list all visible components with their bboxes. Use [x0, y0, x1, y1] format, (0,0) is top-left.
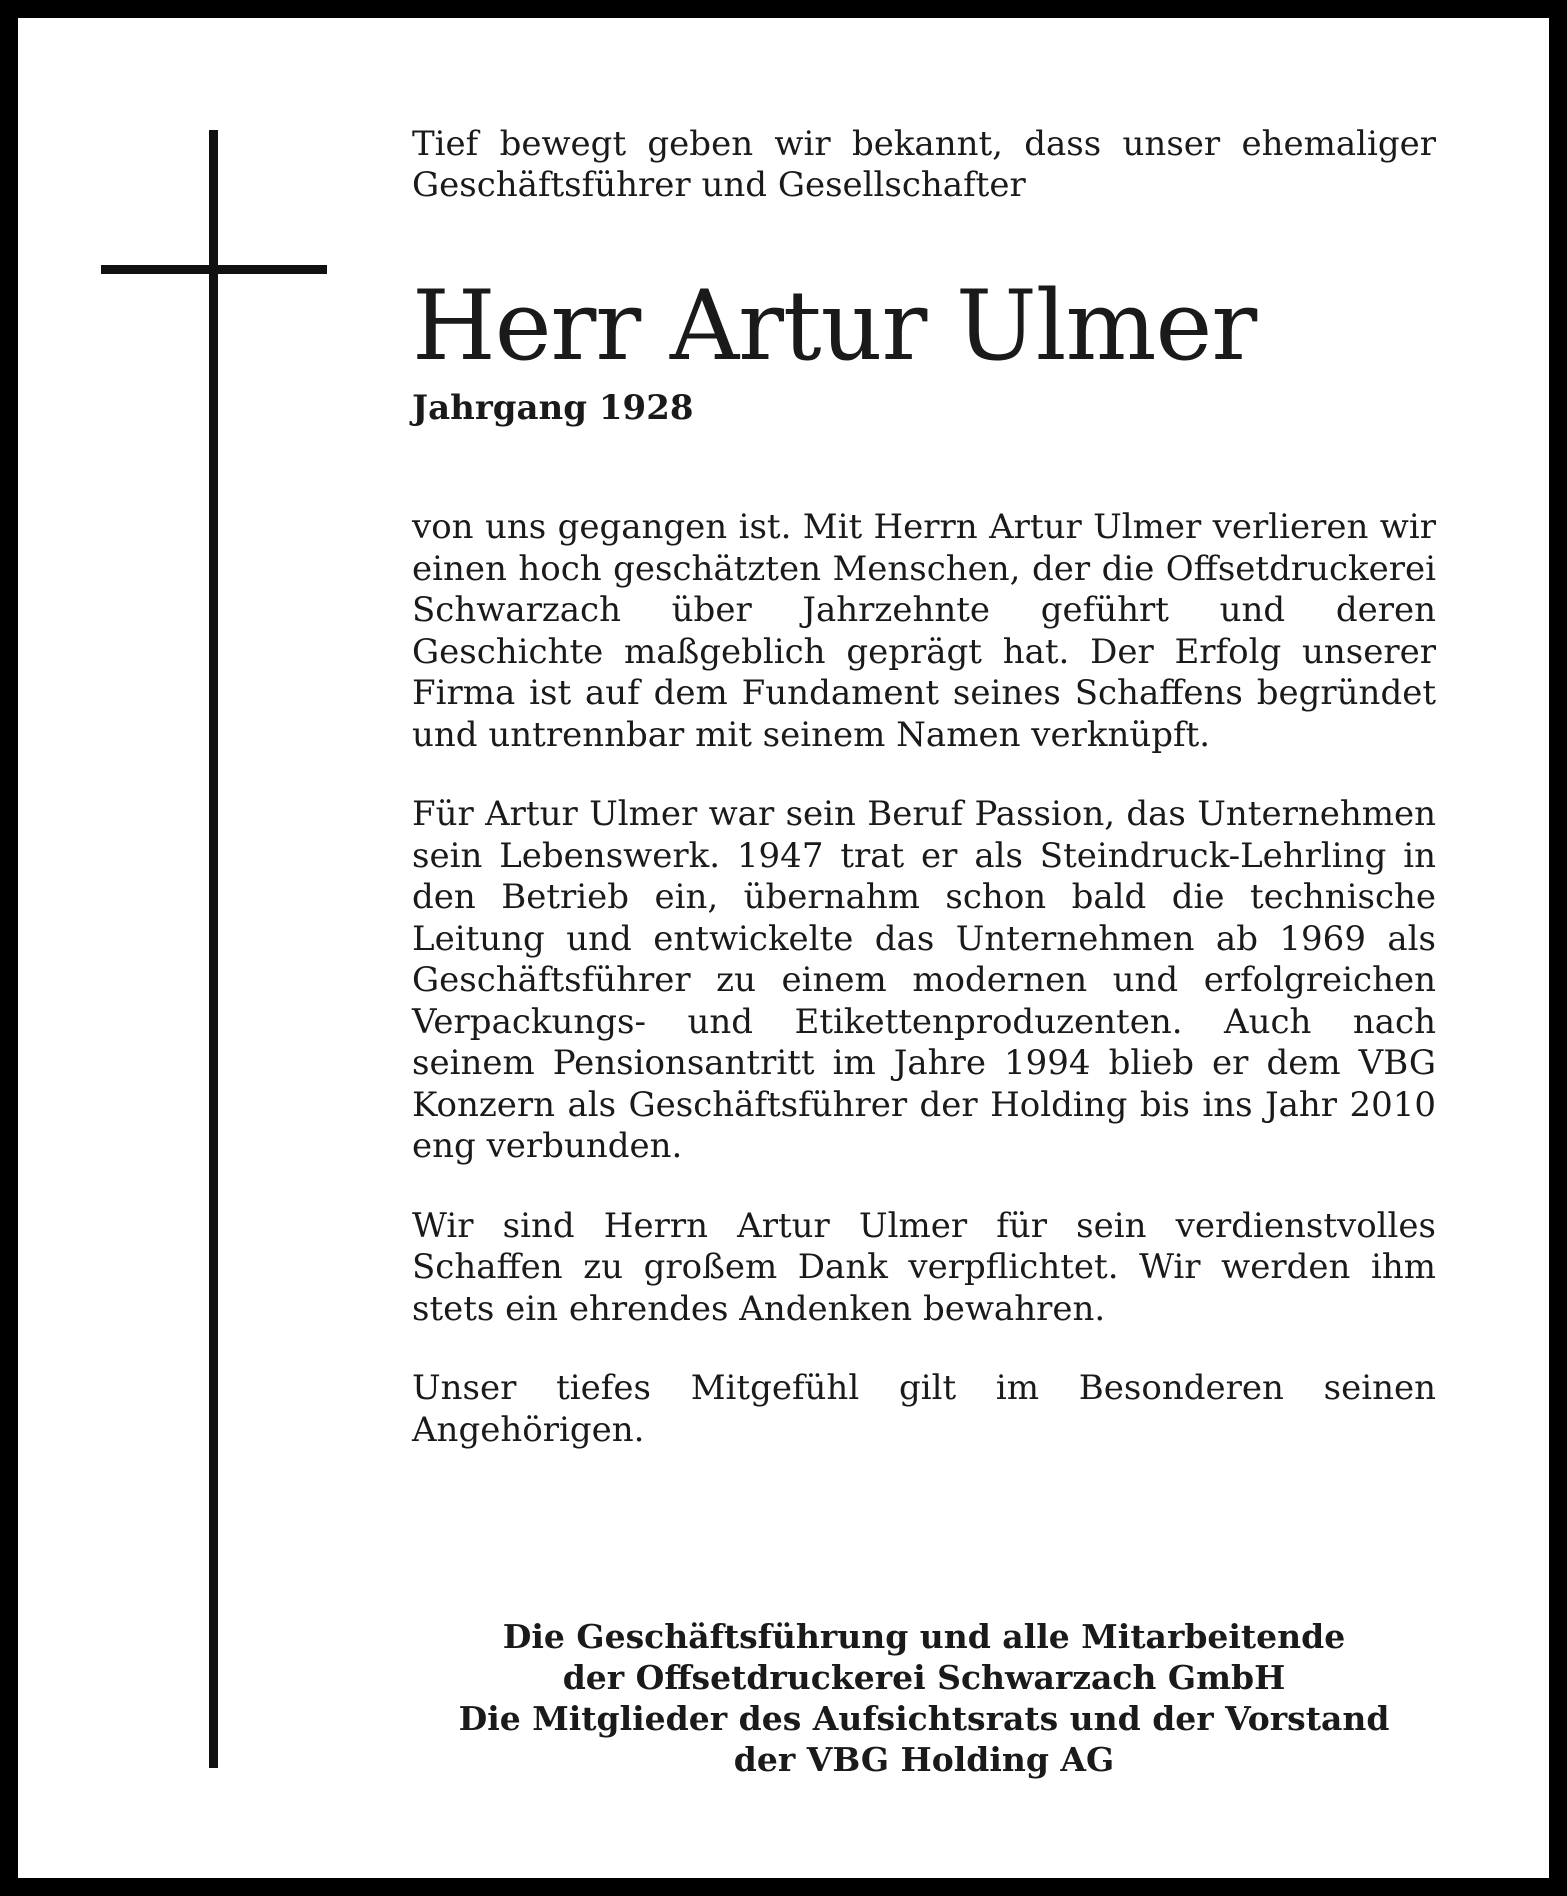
signature-line-4: der VBG Holding AG [733, 1740, 1115, 1779]
signature-line-2: der Offsetdruckerei Schwarzach GmbH [562, 1658, 1286, 1697]
paragraph-4: Unser tiefes Mitgefühl gilt im Besonderen seinen Angehörigen. [412, 1368, 1436, 1450]
signature-line-1: Die Geschäftsführung und alle Mitarbeitende [502, 1617, 1346, 1656]
paragraph-1: von uns gegangen ist. Mit Herrn Artur Ulmer verlieren wir einen hoch geschätzten Menschen, der die Offsetdruckerei Schwarzach über Jahrzehnte geführt und deren Geschichte maßgeblich geprägt hat. Der Erfolg unserer Firma ist auf dem Fundament seines Schaffens begründet und untrennbar mit seinem Namen verknüpft. [412, 507, 1436, 755]
birth-year: Jahrgang 1928 [412, 388, 694, 428]
obituary-page [18, 18, 1549, 1878]
cross-vertical-bar [209, 130, 218, 1768]
signature-block [412, 1616, 1436, 1780]
paragraph-2: Für Artur Ulmer war sein Beruf Passion, das Unternehmen sein Lebenswerk. 1947 trat er als Steindruck-Lehrling in den Betrieb ein, übernahm schon bald die technische Leitung und entwickelte das Unternehmen ab 1969 als Geschäftsführer zu einem modernen und erfolgreichen Verpackungs- und Etikettenproduzenten. Auch nach seinem Pensionsantritt im Jahre 1994 blieb er dem VBG Konzern als Geschäftsführer der Holding bis ins Jahr 2010 eng verbunden. [412, 794, 1436, 1166]
deceased-name: Herr Artur Ulmer [412, 270, 1257, 382]
obituary-text-column [412, 124, 1436, 1451]
paragraph-3: Wir sind Herrn Artur Ulmer für sein verdienstvolles Schaffen zu großem Dank verpflichtet. Wir werden ihm stets ein ehrendes Andenken bewahren. [412, 1205, 1436, 1329]
signature-line-3: Die Mitglieder des Aufsichtsrats und der Vorstand [458, 1699, 1390, 1738]
cross-horizontal-bar [101, 265, 327, 274]
intro-text: Tief bewegt geben wir bekannt, dass unser ehemaliger Geschäftsführer und Gesellschafter [412, 124, 1436, 205]
